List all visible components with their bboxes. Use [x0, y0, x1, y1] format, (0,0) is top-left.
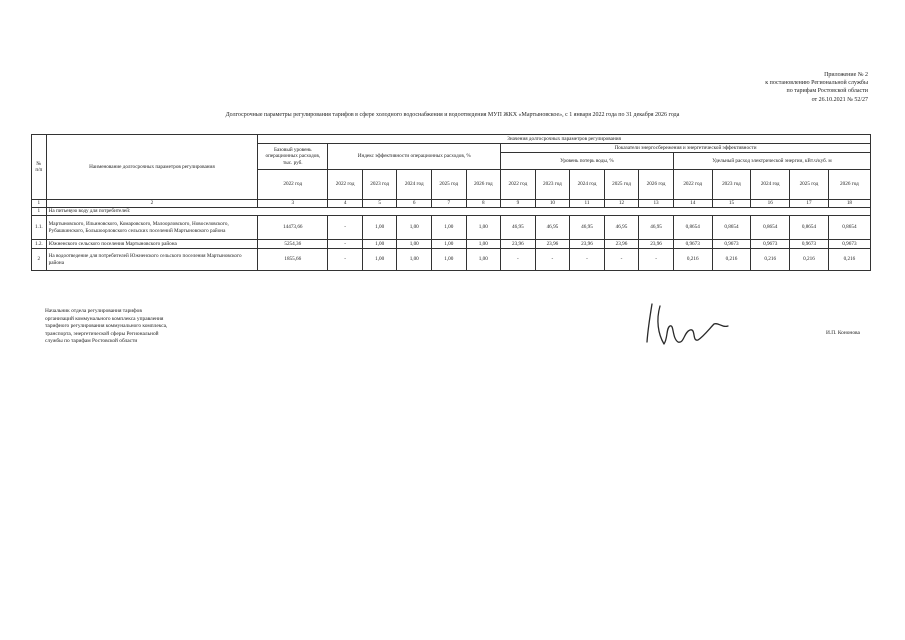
year-cell: 2024 год: [570, 170, 605, 200]
cell: 1855,66: [258, 249, 328, 271]
cell: 23,96: [604, 240, 639, 249]
col-number: 3: [258, 200, 328, 208]
cell: 0,9673: [828, 240, 870, 249]
cell: 1,00: [397, 216, 432, 240]
col-number: 15: [712, 200, 751, 208]
cell: 0,9673: [673, 240, 712, 249]
row-name: Южненского сельского поселения Мартыновского района: [46, 240, 258, 249]
cell: 1,00: [432, 240, 467, 249]
header-base-level: Базовый уровень операционных расходов, тыс. руб.: [258, 144, 328, 170]
year-cell: 2022 год: [501, 170, 536, 200]
year-cell: 2025 год: [790, 170, 829, 200]
cell: 0,9673: [790, 240, 829, 249]
cell: 1,00: [432, 249, 467, 271]
appendix-line: Приложение № 2: [824, 72, 868, 78]
col-number: 6: [397, 200, 432, 208]
cell: 5254,36: [258, 240, 328, 249]
document-title: Долгосрочные параметры регулирования тарифов в сфере холодного водоснабжения и водоотведения МУП ЖКХ «Мартыновское», с 1 января 2022 года по 31 декабря 2026 года: [225, 112, 680, 118]
table-row: [32, 216, 871, 240]
header-specific-consumption: Удельный расход электрической энергии, кВт.ч/куб. м: [673, 153, 870, 170]
signatory-line: транспорта, энергетической сферы Региональной: [45, 330, 159, 337]
cell: 0,8654: [790, 216, 829, 240]
column-numbers-row: [32, 200, 871, 208]
signatory-line: тарифного регулирования коммунального комплекса,: [45, 323, 168, 330]
signatory-position: [45, 308, 167, 346]
header-name: Наименование долгосрочных параметров регулирования: [46, 135, 258, 200]
cell: 1,00: [466, 249, 501, 271]
cell: 23,96: [639, 240, 674, 249]
cell: 1,00: [397, 240, 432, 249]
col-number: 13: [639, 200, 674, 208]
year-cell: 2026 год: [639, 170, 674, 200]
section-no: 1: [32, 208, 47, 216]
col-number: 1: [32, 200, 47, 208]
cell: 0,216: [712, 249, 751, 271]
cell: 0,8654: [673, 216, 712, 240]
section-row: [32, 208, 871, 216]
cell: -: [501, 249, 536, 271]
row-no: 1.1.: [32, 216, 47, 240]
table-row: [32, 249, 871, 271]
cell: 0,8654: [712, 216, 751, 240]
cell: 23,96: [570, 240, 605, 249]
col-number: 10: [535, 200, 570, 208]
cell: -: [328, 240, 363, 249]
col-number: 5: [362, 200, 397, 208]
year-cell: 2022 год: [328, 170, 363, 200]
cell: 46,95: [501, 216, 536, 240]
year-cell: 2023 год: [712, 170, 751, 200]
cell: 0,8654: [751, 216, 790, 240]
year-cell: 2026 год: [828, 170, 870, 200]
header-water-losses: Уровень потерь воды, %: [501, 153, 674, 170]
cell: 1,00: [466, 216, 501, 240]
cell: 1,00: [362, 216, 397, 240]
section-name: На питьевую воду для потребителей:: [46, 208, 870, 216]
table-row: [32, 240, 871, 249]
header-values: Значения долгосрочных параметров регулирования: [258, 135, 871, 144]
cell: -: [328, 216, 363, 240]
col-number: 11: [570, 200, 605, 208]
cell: 23,96: [535, 240, 570, 249]
cell: 0,216: [828, 249, 870, 271]
cell: 0,8654: [828, 216, 870, 240]
cell: -: [604, 249, 639, 271]
col-number: 9: [501, 200, 536, 208]
cell: 1,00: [362, 240, 397, 249]
row-no: 1.2.: [32, 240, 47, 249]
cell: 1,00: [466, 240, 501, 249]
cell: 0,9673: [712, 240, 751, 249]
cell: 14473,66: [258, 216, 328, 240]
year-cell: 2024 год: [751, 170, 790, 200]
col-number: 14: [673, 200, 712, 208]
year-cell: 2023 год: [535, 170, 570, 200]
cell: -: [570, 249, 605, 271]
year-cell: 2023 год: [362, 170, 397, 200]
year-cell: 2022 год: [258, 170, 328, 200]
cell: 46,95: [570, 216, 605, 240]
cell: -: [328, 249, 363, 271]
signatory-name: И.П. Кононова: [826, 330, 860, 336]
cell: 46,95: [604, 216, 639, 240]
cell: -: [535, 249, 570, 271]
cell: 46,95: [639, 216, 674, 240]
header-energy-saving: Показатели энергосбережения и энергетической эффективности: [501, 144, 871, 153]
cell: 23,96: [501, 240, 536, 249]
cell: -: [639, 249, 674, 271]
year-cell: 2025 год: [604, 170, 639, 200]
col-number: 18: [828, 200, 870, 208]
parameters-table: [31, 134, 871, 271]
header-no: № п/п: [32, 135, 47, 200]
cell: 0,216: [673, 249, 712, 271]
row-name: На водоотведение для потребителей Южненского сельского поселения Мартыновского района: [46, 249, 258, 271]
year-cell: 2022 год: [673, 170, 712, 200]
cell: 46,95: [535, 216, 570, 240]
signatory-line: Начальник отдела регулирования тарифов: [45, 308, 142, 314]
signatory-line: организаций коммунального комплекса управления: [45, 315, 164, 322]
appendix-line: от 26.10.2021 № 52/27: [811, 96, 868, 103]
handwritten-signature: [640, 298, 735, 353]
year-cell: 2025 год: [432, 170, 467, 200]
col-number: 12: [604, 200, 639, 208]
cell: 0,9673: [751, 240, 790, 249]
cell: 1,00: [397, 249, 432, 271]
row-no: 2: [32, 249, 47, 271]
year-cell: 2024 год: [397, 170, 432, 200]
appendix-line: к постановлению Региональной службы: [765, 80, 868, 87]
col-number: 16: [751, 200, 790, 208]
col-number: 17: [790, 200, 829, 208]
col-number: 4: [328, 200, 363, 208]
cell: 0,216: [790, 249, 829, 271]
appendix-line: по тарифам Ростовской области: [786, 88, 868, 95]
col-number: 8: [466, 200, 501, 208]
year-cell: 2026 год: [466, 170, 501, 200]
header-efficiency-index: Индекс эффективности операционных расходов, %: [328, 144, 501, 170]
col-number: 7: [432, 200, 467, 208]
signatory-line: службы по тарифам Ростовской области: [45, 338, 138, 345]
cell: 1,00: [432, 216, 467, 240]
cell: 0,216: [751, 249, 790, 271]
row-name: Мартыновского, Ильиновского, Комаровского, Малоорловского, Новоселовского, Рубашкинского, Большоорловского сельских поселений Мартыновского района: [46, 216, 258, 240]
cell: 1,00: [362, 249, 397, 271]
appendix-header: [765, 71, 868, 104]
col-number: 2: [46, 200, 258, 208]
